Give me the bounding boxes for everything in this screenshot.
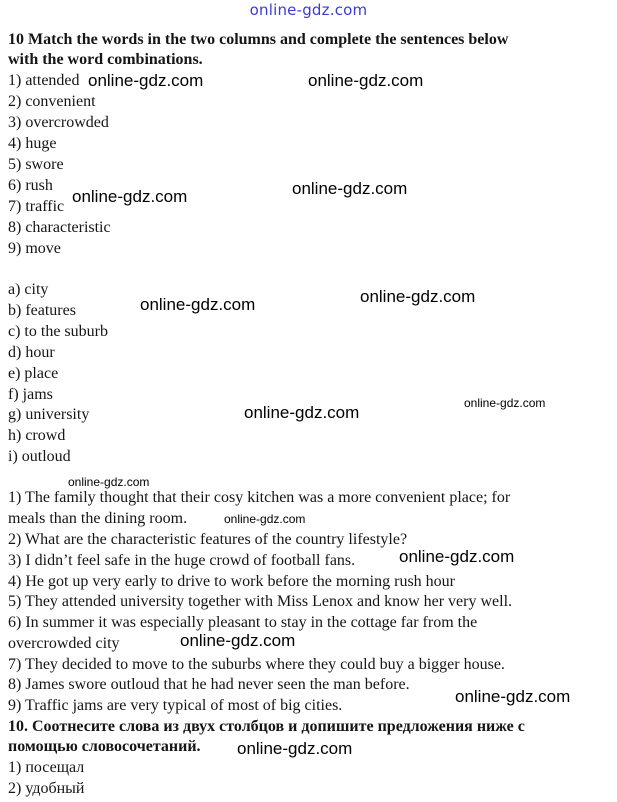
column2-item: b) features <box>8 302 76 319</box>
russian-title-line-1: 10. Соотнесите слова из двух столбцов и допишите предложения ниже с <box>8 718 525 735</box>
column1-item: 7) traffic <box>8 198 65 215</box>
answer-line: 5) They attended university together with Miss Lenox and know her very well. <box>8 593 513 610</box>
column2-item: c) to the suburb <box>8 323 108 340</box>
russian-item: 2) удобный <box>8 780 85 797</box>
answer-line: 4) He got up very early to drive to work before the morning rush hour <box>8 573 455 590</box>
exercise-title-line-1: 10 Match the words in the two columns and complete the sentences below <box>8 31 509 48</box>
russian-title-line-2: помощью словосочетаний. <box>8 738 201 755</box>
answer-line: 9) Traffic jams are very typical of most of big cities. <box>8 697 343 714</box>
column2-item: a) city <box>8 281 49 298</box>
watermark: online-gdz.com <box>88 71 204 90</box>
answer-line: meals than the dining room. <box>8 510 188 527</box>
column1-item: 9) move <box>8 240 61 257</box>
column1-item: 8) characteristic <box>8 219 111 236</box>
watermark: online-gdz.com <box>237 739 353 758</box>
watermark: online-gdz.com <box>292 179 408 198</box>
watermark: online-gdz.com <box>399 547 515 566</box>
watermark: online-gdz.com <box>360 287 476 306</box>
column2-item: d) hour <box>8 344 55 361</box>
column1-item: 2) convenient <box>8 93 96 110</box>
answer-line: 2) What are the characteristic features of the country lifestyle? <box>8 531 408 548</box>
column1-item: 4) huge <box>8 135 57 152</box>
watermark: online-gdz.com <box>72 187 188 206</box>
watermark: online-gdz.com <box>308 71 424 90</box>
column2-item: g) university <box>8 406 90 423</box>
exercise-title-line-2: with the word combinations. <box>8 51 203 68</box>
column1-item: 6) rush <box>8 177 53 194</box>
russian-item: 1) посещал <box>8 759 85 776</box>
column2-item: h) crowd <box>8 427 66 444</box>
watermark: online-gdz.com <box>455 687 571 706</box>
column1-item: 1) attended <box>8 72 80 89</box>
answer-line: 8) James swore outloud that he had never seen the man before. <box>8 676 410 693</box>
column2-item: f) jams <box>8 386 53 403</box>
answer-line: overcrowded city <box>8 635 120 652</box>
watermark: online-gdz.com <box>140 295 256 314</box>
watermark: online-gdz.com <box>244 403 360 422</box>
answer-line: 3) I didn’t feel safe in the huge crowd of football fans. <box>8 552 356 569</box>
column1-item: 5) swore <box>8 156 64 173</box>
watermark: online-gdz.com <box>224 512 306 526</box>
answer-line: 6) In summer it was especially pleasant to stay in the cottage far from the <box>8 614 478 631</box>
watermark: online-gdz.com <box>464 396 546 410</box>
column1-item: 3) overcrowded <box>8 114 109 131</box>
site-header-watermark: online-gdz.com <box>249 1 368 19</box>
column2-item: e) place <box>8 365 59 382</box>
column2-item: i) outloud <box>8 448 71 465</box>
watermark: online-gdz.com <box>180 631 296 650</box>
watermark: online-gdz.com <box>68 475 150 489</box>
answer-line: 7) They decided to move to the suburbs where they could buy a bigger house. <box>8 656 505 673</box>
answer-line: 1) The family thought that their cosy kitchen was a more convenient place; for <box>8 489 511 506</box>
